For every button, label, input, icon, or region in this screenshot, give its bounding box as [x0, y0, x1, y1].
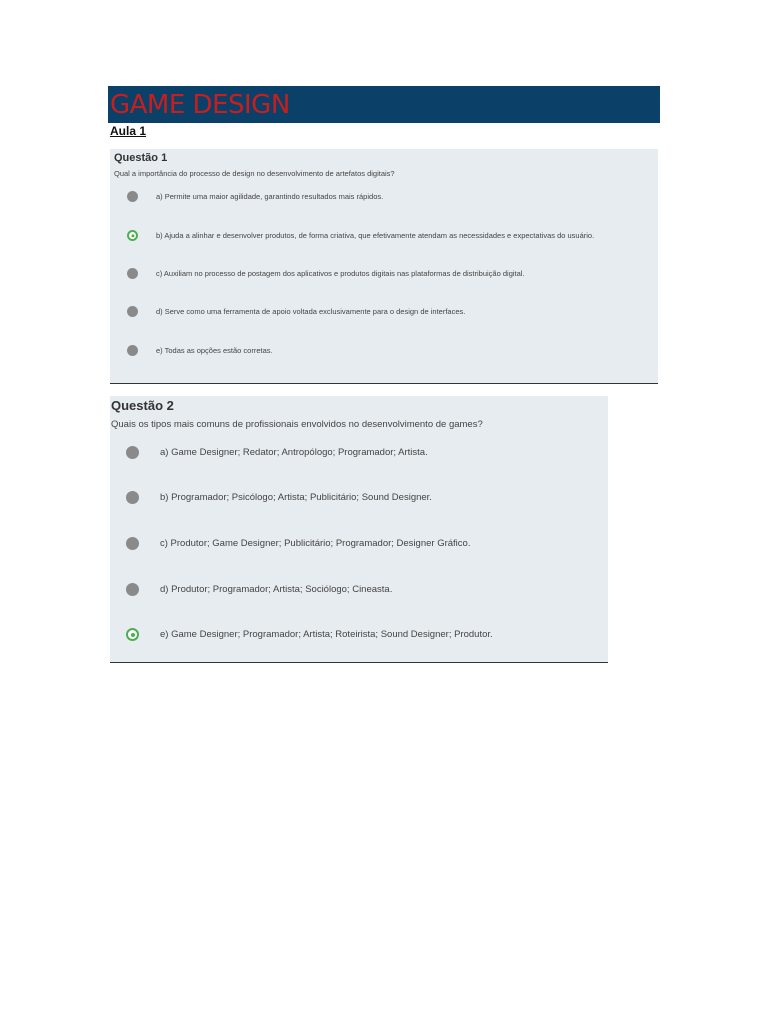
radio-selected-icon[interactable] — [126, 628, 139, 641]
radio-unselected-icon[interactable] — [127, 306, 138, 317]
option-label: b) Ajuda a alinhar e desenvolver produtos, de forma criativa, que efetivamente atendam as necessidades e expectativas do usuário. — [156, 231, 595, 240]
option-label: e) Todas as opções estão corretas. — [156, 346, 273, 355]
question-2-option-d[interactable] — [126, 583, 392, 596]
question-1-option-c[interactable] — [127, 268, 525, 279]
radio-unselected-icon[interactable] — [127, 191, 138, 202]
question-2-option-b[interactable] — [126, 491, 432, 504]
lesson-heading: Aula 1 — [110, 124, 147, 138]
option-label: c) Produtor; Game Designer; Publicitário; Programador; Designer Gráfico. — [160, 538, 471, 549]
radio-unselected-icon[interactable] — [126, 491, 139, 504]
question-2-title: Questão 2 — [111, 398, 174, 413]
option-label: c) Auxiliam no processo de postagem dos aplicativos e produtos digitais nas plataformas de distribuição digital. — [156, 269, 525, 278]
question-2-option-c[interactable] — [126, 537, 470, 550]
question-2-panel — [110, 396, 608, 663]
radio-unselected-icon[interactable] — [126, 583, 139, 596]
question-2-option-a[interactable] — [126, 446, 428, 459]
question-1-option-d[interactable] — [127, 306, 465, 317]
option-label: d) Serve como uma ferramenta de apoio voltada exclusivamente para o design de interfaces. — [156, 307, 466, 316]
question-1-title: Questão 1 — [114, 152, 168, 164]
option-label: a) Game Designer; Redator; Antropólogo; Programador; Artista. — [160, 447, 428, 458]
question-2-text: Quais os tipos mais comuns de profissionais envolvidos no desenvolvimento de games? — [111, 419, 483, 430]
radio-unselected-icon[interactable] — [126, 446, 139, 459]
question-2-option-e[interactable] — [126, 628, 493, 641]
option-label: e) Game Designer; Programador; Artista; Roteirista; Sound Designer; Produtor. — [160, 629, 493, 640]
radio-unselected-icon[interactable] — [126, 537, 139, 550]
radio-unselected-icon[interactable] — [127, 345, 138, 356]
title-banner — [108, 86, 660, 123]
page-title: GAME DESIGN — [110, 90, 290, 120]
option-label: a) Permite uma maior agilidade, garantindo resultados mais rápidos. — [156, 192, 384, 201]
question-1-panel — [110, 149, 658, 384]
question-1-option-e[interactable] — [127, 345, 273, 356]
option-label: d) Produtor; Programador; Artista; Sociólogo; Cineasta. — [160, 584, 393, 595]
question-1-option-a[interactable] — [127, 191, 383, 202]
question-1-option-b[interactable] — [127, 230, 594, 241]
radio-selected-icon[interactable] — [127, 230, 138, 241]
option-label: b) Programador; Psicólogo; Artista; Publicitário; Sound Designer. — [160, 492, 432, 503]
radio-unselected-icon[interactable] — [127, 268, 138, 279]
question-1-text: Qual a importância do processo de design no desenvolvimento de artefatos digitais? — [114, 169, 395, 178]
